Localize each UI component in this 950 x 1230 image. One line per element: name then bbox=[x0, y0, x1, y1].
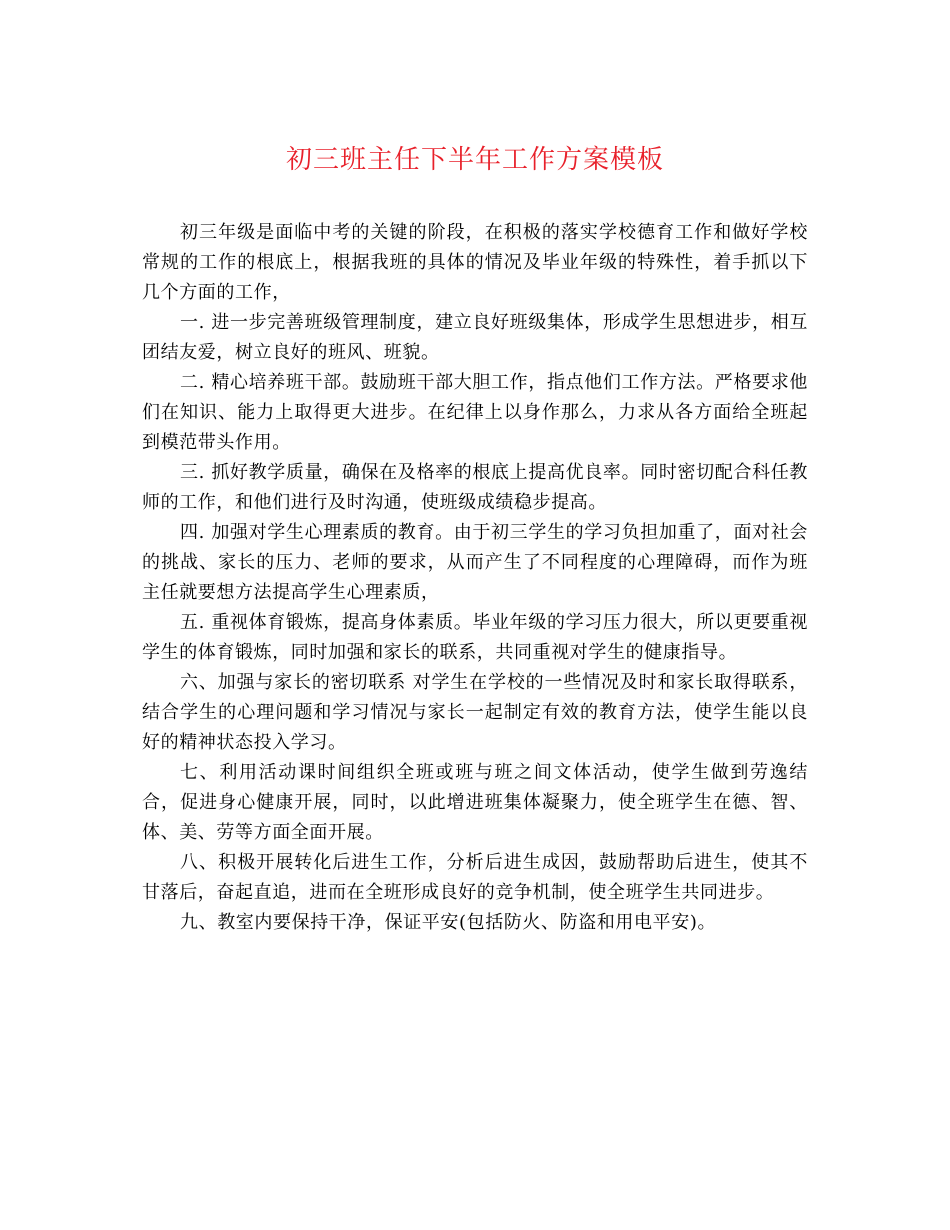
item-8-paragraph: 八、积极开展转化后进生工作，分析后进生成因，鼓励帮助后进生，使其不甘落后，奋起直追，进而在全班形成良好的竞争机制，使全班学生共同进步。 bbox=[142, 852, 808, 903]
item-6-paragraph: 六、加强与家长的密切联系 对学生在学校的一些情况及时和家长取得联系，结合学生的心理问题和学习情况与家长一起制定有效的教育方法，使学生能以良好的精神状态投入学习。 bbox=[142, 672, 808, 753]
item-3-paragraph: 三. 抓好教学质量，确保在及格率的根底上提高优良率。同时密切配合科任教师的工作，和他们进行及时沟通，使班级成绩稳步提高。 bbox=[142, 462, 808, 513]
item-9-paragraph: 九、教室内要保持干净，保证平安(包括防火、防盗和用电平安)。 bbox=[180, 912, 717, 933]
document-title: 初三班主任下半年工作方案模板 bbox=[285, 145, 664, 175]
item-7-paragraph: 七、利用活动课时间组织全班或班与班之间文体活动，使学生做到劳逸结合，促进身心健康开展，同时，以此增进班集体凝聚力，使全班学生在德、智、体、美、劳等方面全面开展。 bbox=[142, 762, 808, 843]
item-4-paragraph: 四. 加强对学生心理素质的教育。由于初三学生的学习负担加重了，面对社会的挑战、家长的压力、老师的要求，从而产生了不同程度的心理障碍，而作为班主任就要想方法提高学生心理素质， bbox=[142, 522, 808, 603]
item-1-paragraph: 一. 进一步完善班级管理制度，建立良好班级集体，形成学生思想进步，相互团结友爱，树立良好的班风、班貌。 bbox=[142, 312, 808, 363]
item-5-paragraph: 五. 重视体育锻炼，提高身体素质。毕业年级的学习压力很大，所以更要重视学生的体育锻炼，同时加强和家长的联系，共同重视对学生的健康指导。 bbox=[142, 612, 808, 663]
document-body bbox=[142, 218, 808, 938]
item-2-paragraph: 二. 精心培养班干部。鼓励班干部大胆工作，指点他们工作方法。严格要求他们在知识、能力上取得更大进步。在纪律上以身作那么，力求从各方面给全班起到模范带头作用。 bbox=[142, 372, 808, 453]
intro-paragraph: 初三年级是面临中考的关键的阶段，在积极的落实学校德育工作和做好学校常规的工作的根底上，根据我班的具体的情况及毕业年级的特殊性，着手抓以下几个方面的工作， bbox=[142, 222, 808, 303]
